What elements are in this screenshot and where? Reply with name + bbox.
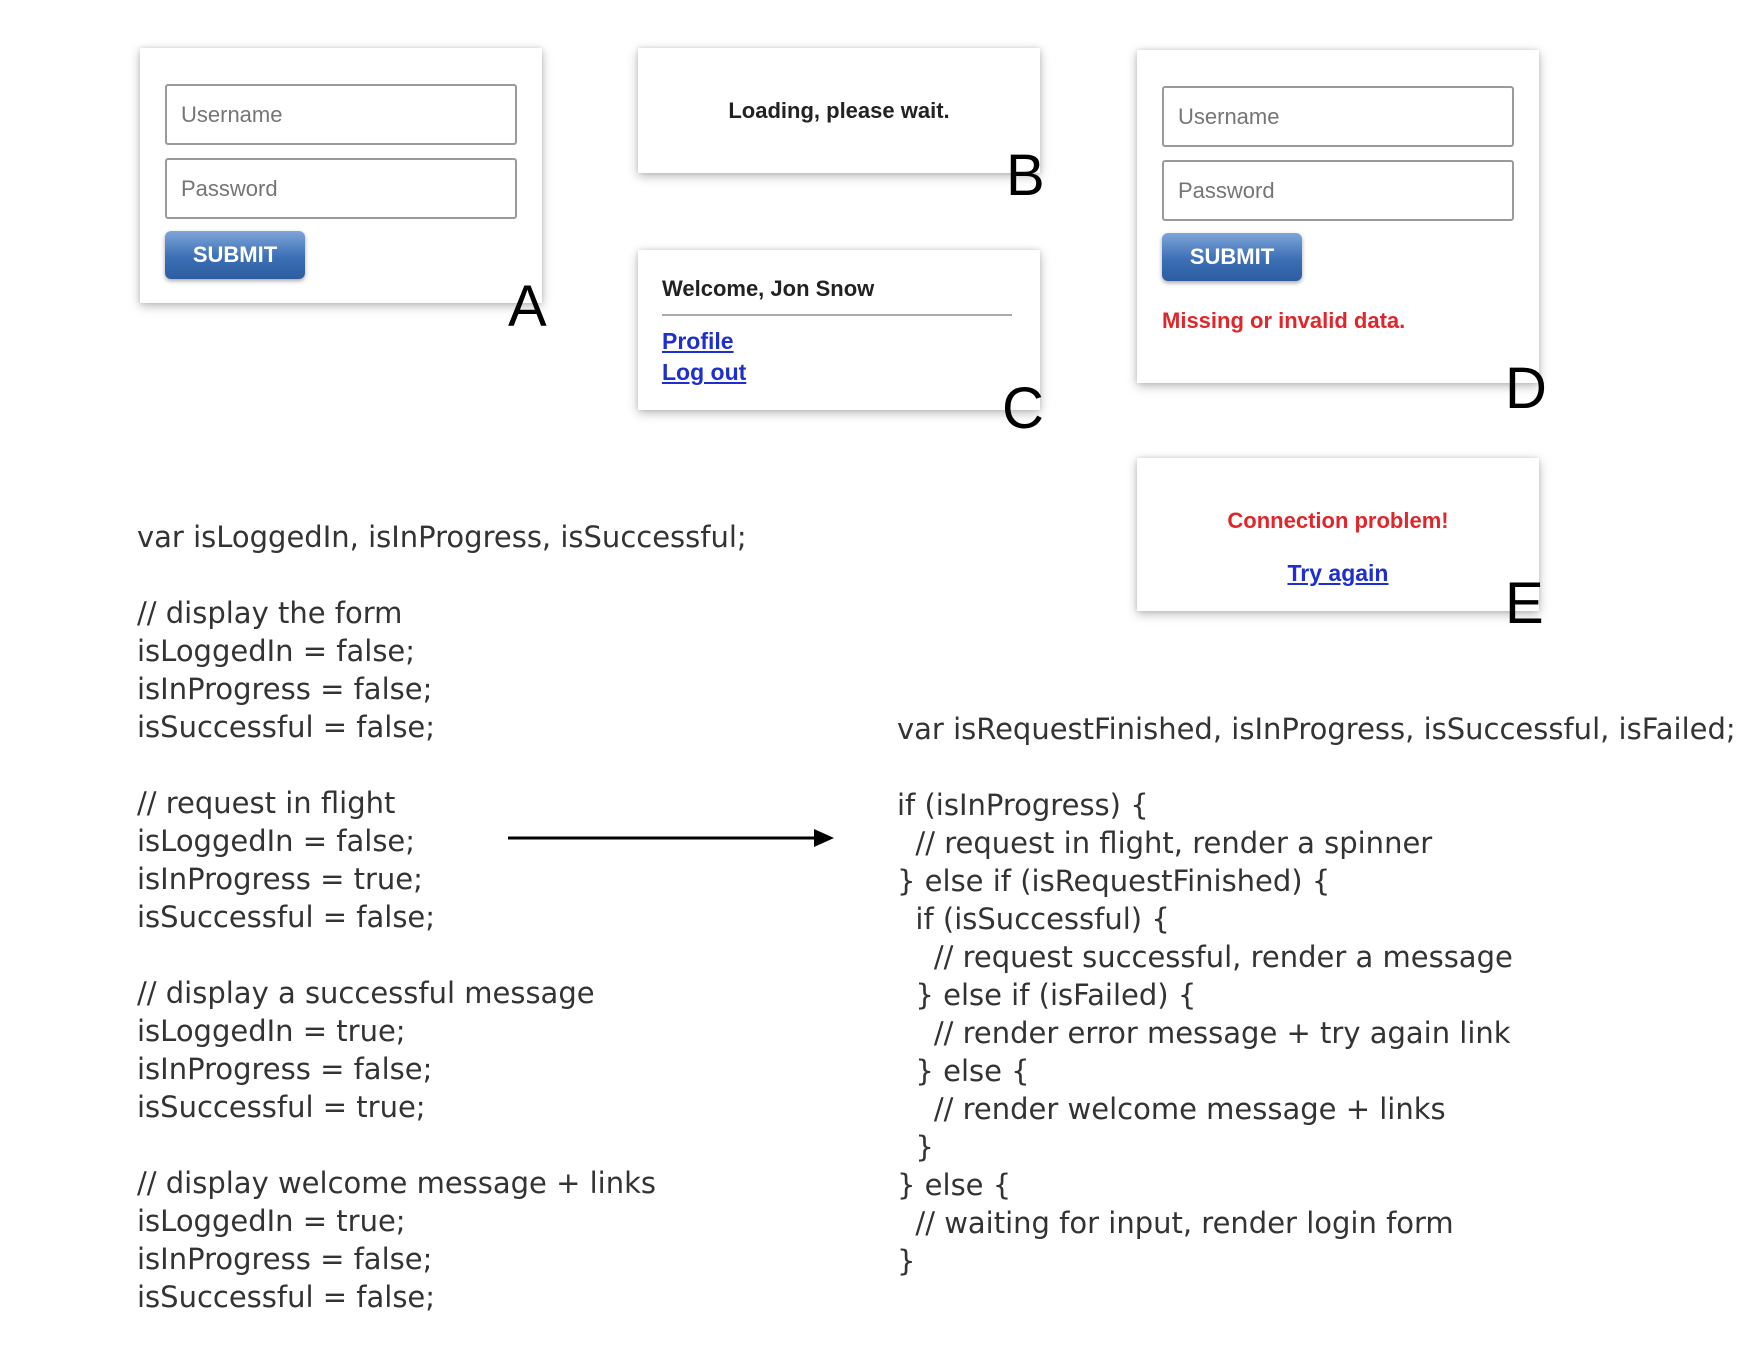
code-line: if (isSuccessful) { xyxy=(897,902,1170,936)
code-line: isLoggedIn = true; xyxy=(137,1204,406,1238)
profile-link[interactable]: Profile xyxy=(662,328,734,354)
code-line: isLoggedIn = true; xyxy=(137,1014,406,1048)
code-line: } xyxy=(897,1130,934,1164)
code-line: } else { xyxy=(897,1168,1012,1202)
code-line: isLoggedIn = false; xyxy=(137,634,416,668)
code-line: isSuccessful = false; xyxy=(137,710,436,744)
code-block-boolean-flags xyxy=(137,518,747,1316)
code-line xyxy=(897,748,1736,786)
code-line xyxy=(137,1126,747,1164)
panel-c-letter: C xyxy=(1002,376,1044,441)
code-line xyxy=(137,746,747,784)
code-line: isSuccessful = false; xyxy=(137,900,436,934)
panel-d-letter: D xyxy=(1505,356,1547,421)
code-line: isSuccessful = true; xyxy=(137,1090,426,1124)
panel-e-letter: E xyxy=(1505,571,1544,636)
panel-e-connection-error xyxy=(1137,458,1539,611)
logout-link[interactable]: Log out xyxy=(662,359,747,385)
code-line xyxy=(137,556,747,594)
code-line: // display welcome message + links xyxy=(137,1166,657,1200)
panel-b-loading xyxy=(638,48,1040,173)
validation-error-message: Missing or invalid data. xyxy=(1162,308,1406,333)
code-line: // render welcome message + links xyxy=(897,1092,1446,1126)
code-line: isInProgress = false; xyxy=(137,1052,433,1086)
code-line xyxy=(137,936,747,974)
panel-a-letter: A xyxy=(508,274,547,339)
loading-message: Loading, please wait. xyxy=(728,98,950,123)
code-line: var isLoggedIn, isInProgress, isSuccessful; xyxy=(137,520,747,554)
code-line: // waiting for input, render login form xyxy=(897,1206,1454,1240)
code-line: isInProgress = false; xyxy=(137,672,433,706)
password-input[interactable] xyxy=(1162,160,1514,221)
panel-d-login-error xyxy=(1137,50,1539,383)
welcome-divider xyxy=(662,314,1012,316)
code-line: // display a successful message xyxy=(137,976,595,1010)
arrow-icon xyxy=(508,826,838,850)
submit-button[interactable]: SUBMIT xyxy=(1162,233,1302,281)
panel-c-welcome xyxy=(638,250,1040,410)
password-input[interactable] xyxy=(165,158,517,219)
submit-button[interactable]: SUBMIT xyxy=(165,231,305,279)
panel-a-login-form xyxy=(140,48,542,303)
code-line: // request in flight, render a spinner xyxy=(897,826,1433,860)
panel-b-letter: B xyxy=(1006,143,1045,208)
code-line: // display the form xyxy=(137,596,403,630)
code-line: isInProgress = true; xyxy=(137,862,423,896)
code-line: } else { xyxy=(897,1054,1030,1088)
code-block-request-state xyxy=(897,710,1736,1280)
code-line: if (isInProgress) { xyxy=(897,788,1149,822)
try-again-link[interactable]: Try again xyxy=(1287,560,1389,586)
code-line: isSuccessful = false; xyxy=(137,1280,436,1314)
code-line: isInProgress = false; xyxy=(137,1242,433,1276)
code-line: } else if (isRequestFinished) { xyxy=(897,864,1331,898)
code-line: } xyxy=(897,1244,916,1278)
code-line: var isRequestFinished, isInProgress, isSuccessful, isFailed; xyxy=(897,712,1736,746)
code-line: // request successful, render a message xyxy=(897,940,1513,974)
welcome-message: Welcome, Jon Snow xyxy=(662,276,875,301)
code-line: } else if (isFailed) { xyxy=(897,978,1197,1012)
username-input[interactable] xyxy=(1162,86,1514,147)
code-line: isLoggedIn = false; xyxy=(137,824,416,858)
code-line: // request in flight xyxy=(137,786,396,820)
username-input[interactable] xyxy=(165,84,517,145)
code-line: // render error message + try again link xyxy=(897,1016,1511,1050)
connection-error-message: Connection problem! xyxy=(1227,508,1449,533)
